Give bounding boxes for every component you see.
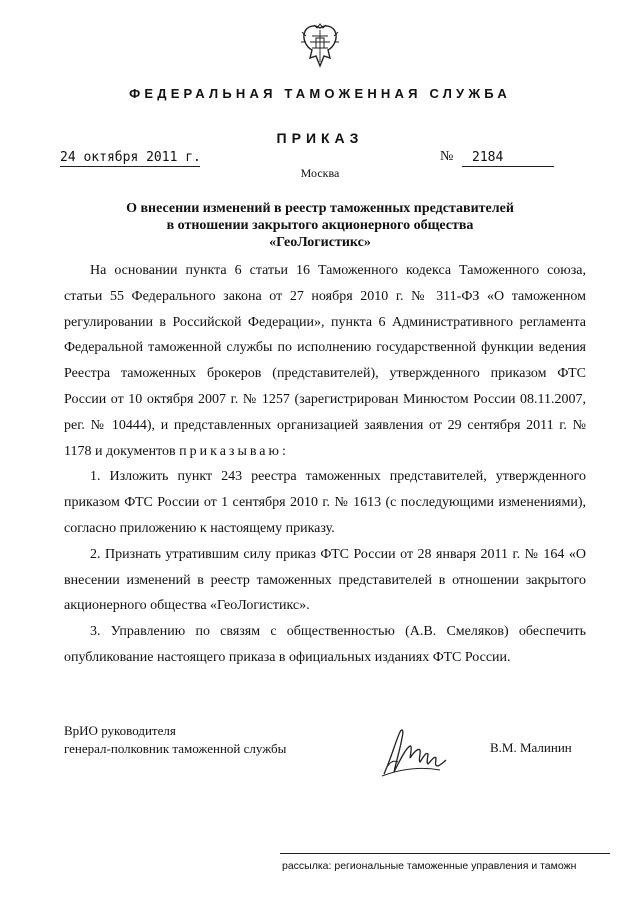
- order-number-label: №: [440, 149, 454, 164]
- heading-line-1: О внесении изменений в реестр таможенных представителей: [126, 201, 514, 216]
- order-date-field: [60, 148, 200, 167]
- document-type: ПРИКАЗ: [276, 130, 364, 146]
- item-1-paragraph: 1. Изложить пункт 243 реестра таможенных представителей, утвержденного приказом ФТС России от 1 сентября 2010 г. № 1613 (с последующими изменениями), согласно приложению к настоящему приказу.: [64, 469, 586, 536]
- item-2-paragraph: 2. Признать утратившим силу приказ ФТС России от 28 января 2011 г. № 164 «О внесении изменений в реестр таможенных представителей в отношении закрытого акционерного общества «ГеоЛогистикс».: [64, 546, 586, 614]
- signer-name: В.М. Малинин: [490, 740, 572, 755]
- signer-title: [64, 722, 286, 758]
- order-heading: [0, 200, 640, 251]
- coat-of-arms-emblem: [300, 22, 340, 68]
- order-body: [64, 258, 586, 671]
- preamble-paragraph: [64, 258, 586, 464]
- heading-line-3: «ГеоЛогистикс»: [269, 235, 371, 250]
- order-verb: приказываю:: [179, 443, 289, 459]
- order-number-field: [462, 148, 554, 167]
- preamble-text: На основании пункта 6 статьи 16 Таможенного кодекса Таможенного союза, статьи 55 Федерального закона от 27 ноября 2010 г. № 311-ФЗ «О таможенном регулировании в Российской Федерации», пункта 6 Административного регламента Федеральной таможенной службы по исполнению государственной функции ведения Реестра таможенных брокеров (представителей), утвержденного приказом ФТС России от 10 октября 2007 г. № 1257 (зарегистрирован Минюстом России 08.11.2007, рег. № 10444), и представленных организацией заявления от 29 сентября 2011 г. № 1178 и документов: [64, 263, 586, 459]
- signer-title-line-2: генерал-полковник таможенной службы: [64, 741, 287, 756]
- distribution-list: рассылка: региональные таможенные управления и таможн: [282, 860, 577, 872]
- order-number: 2184: [472, 150, 504, 165]
- heading-line-2: в отношении закрытого акционерного общества: [166, 218, 474, 233]
- signer-title-line-1: ВрИО руководителя: [64, 723, 176, 738]
- order-date: 24 октября 2011 г.: [60, 150, 201, 165]
- city: Москва: [300, 166, 340, 180]
- handwritten-signature: [378, 726, 450, 782]
- agency-name: ФЕДЕРАЛЬНАЯ ТАМОЖЕННАЯ СЛУЖБА: [129, 86, 511, 101]
- item-3-paragraph: 3. Управлению по связям с общественностью (А.В. Смеляков) обеспечить опубликование настоящего приказа в официальных изданиях ФТС России.: [64, 624, 586, 665]
- distribution-divider: [280, 853, 610, 854]
